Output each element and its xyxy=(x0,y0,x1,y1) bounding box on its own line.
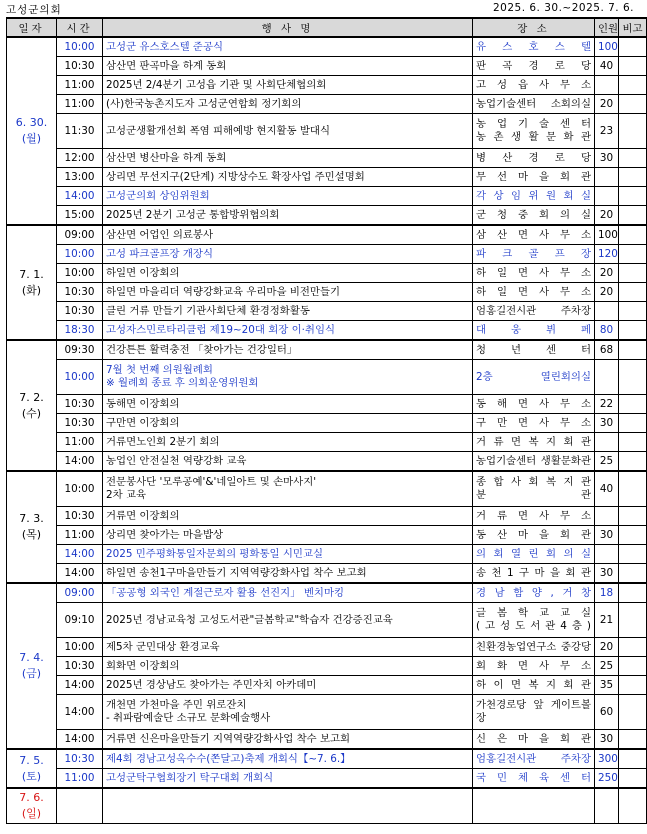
time-cell: 11:00 xyxy=(57,95,103,114)
table-row xyxy=(7,168,647,187)
time-cell: 10:00 xyxy=(57,264,103,283)
count-cell: 30 xyxy=(595,564,619,584)
time-cell: 11:00 xyxy=(57,433,103,452)
count-cell: 80 xyxy=(595,321,619,341)
date-cell xyxy=(7,340,57,471)
table-row xyxy=(7,433,647,452)
place-cell xyxy=(473,769,595,789)
note-cell xyxy=(619,340,647,360)
time-cell: 14:00 xyxy=(57,730,103,750)
note-cell xyxy=(619,471,647,507)
place-line: 병 산 경 로 당 xyxy=(476,151,591,164)
note-cell xyxy=(619,187,647,206)
time-cell: 10:30 xyxy=(57,57,103,76)
count-cell: 30 xyxy=(595,149,619,168)
place-cell xyxy=(473,95,595,114)
time-cell: 10:00 xyxy=(57,471,103,507)
date-cell xyxy=(7,471,57,583)
table-row xyxy=(7,452,647,472)
place-cell xyxy=(473,603,595,638)
table-row xyxy=(7,283,647,302)
time-cell: 10:30 xyxy=(57,657,103,676)
table-row xyxy=(7,340,647,360)
time-cell: 10:30 xyxy=(57,283,103,302)
place-cell xyxy=(473,76,595,95)
count-cell xyxy=(595,545,619,564)
place-cell xyxy=(473,302,595,321)
place-line: 동 해 면 사 무 소 xyxy=(476,397,591,410)
table-row xyxy=(7,638,647,657)
table-header-row xyxy=(7,18,647,37)
place-cell xyxy=(473,37,595,57)
place-line: 하 일 면 사 무 소 xyxy=(476,285,591,298)
place-line: 농업기술센터 소회의실 xyxy=(476,97,591,110)
place-cell xyxy=(473,471,595,507)
table-row xyxy=(7,302,647,321)
table-row xyxy=(7,471,647,507)
place-cell xyxy=(473,545,595,564)
table-row xyxy=(7,695,647,730)
date-cell xyxy=(7,788,57,824)
note-cell xyxy=(619,526,647,545)
event-cell: 농업인 안전실천 역량강화 교육 xyxy=(103,452,473,472)
date-cell xyxy=(7,749,57,788)
time-cell: 10:30 xyxy=(57,749,103,769)
column-header-event: 행 사 명 xyxy=(103,18,473,37)
note-cell xyxy=(619,321,647,341)
place-cell xyxy=(473,149,595,168)
event-cell: 2025 민주평화통일자문회의 평화통일 시민교실 xyxy=(103,545,473,564)
note-cell xyxy=(619,245,647,264)
place-cell xyxy=(473,225,595,245)
weekday-label: (월) xyxy=(21,132,42,145)
note-cell xyxy=(619,414,647,433)
count-cell: 20 xyxy=(595,95,619,114)
time-cell: 10:00 xyxy=(57,245,103,264)
count-cell: 60 xyxy=(595,695,619,730)
count-cell xyxy=(595,360,619,395)
place-cell xyxy=(473,695,595,730)
note-cell xyxy=(619,638,647,657)
count-cell: 25 xyxy=(595,452,619,472)
table-row xyxy=(7,603,647,638)
table-row xyxy=(7,414,647,433)
note-cell xyxy=(619,206,647,226)
note-cell xyxy=(619,657,647,676)
note-cell xyxy=(619,730,647,750)
event-cell: 건강튼튼 활력충전 「찾아가는 건강일터」 xyxy=(103,340,473,360)
time-cell: 15:00 xyxy=(57,206,103,226)
table-row xyxy=(7,526,647,545)
table-row xyxy=(7,360,647,395)
table-row xyxy=(7,187,647,206)
event-cell: 하일면 송천1구마을만들기 지역역량강화사업 착수 보고회 xyxy=(103,564,473,584)
column-header-place: 장 소 xyxy=(473,18,595,37)
event-cell: 고성 파크골프장 개장식 xyxy=(103,245,473,264)
note-cell xyxy=(619,302,647,321)
place-cell xyxy=(473,340,595,360)
place-line: 고 성 읍 사 무 소 xyxy=(476,78,591,91)
place-line: 거 류 면 복 지 회 관 xyxy=(476,435,591,448)
place-line: ( 고 성 도 서 관 4 층 ) xyxy=(476,620,591,632)
count-cell xyxy=(595,507,619,526)
place-line: 농 촌 생 활 문 화 관 xyxy=(476,131,591,143)
place-line: 경 남 함 양 , 거 창 xyxy=(476,586,591,599)
table-row xyxy=(7,245,647,264)
date-cell xyxy=(7,37,57,225)
place-line: 의 회 열 린 회 의 실 xyxy=(476,547,591,560)
time-cell: 11:00 xyxy=(57,76,103,95)
date-cell xyxy=(7,225,57,340)
note-cell xyxy=(619,76,647,95)
date-label: 7. 4. xyxy=(19,651,44,664)
table-row xyxy=(7,206,647,226)
time-cell: 10:30 xyxy=(57,395,103,414)
place-line: 하 이 면 복 지 회 관 xyxy=(476,678,591,691)
table-row xyxy=(7,545,647,564)
time-cell: 12:00 xyxy=(57,149,103,168)
place-cell xyxy=(473,283,595,302)
time-cell: 14:00 xyxy=(57,452,103,472)
table-row xyxy=(7,149,647,168)
place-line: 회 화 면 사 무 소 xyxy=(476,659,591,672)
time-cell: 14:00 xyxy=(57,545,103,564)
place-line: 동 산 마 을 회 관 xyxy=(476,528,591,541)
weekday-label: (목) xyxy=(21,528,42,541)
place-cell xyxy=(473,507,595,526)
schedule-body xyxy=(7,37,647,824)
time-cell: 14:00 xyxy=(57,676,103,695)
column-header-note: 비고 xyxy=(619,18,647,37)
place-cell xyxy=(473,749,595,769)
event-cell: 회화면 이장회의 xyxy=(103,657,473,676)
note-cell xyxy=(619,395,647,414)
note-cell xyxy=(619,57,647,76)
place-line: 신 은 마 을 회 관 xyxy=(476,732,591,745)
count-cell: 35 xyxy=(595,676,619,695)
time-cell: 11:30 xyxy=(57,114,103,149)
place-line: 대 웅 뷔 페 xyxy=(476,323,591,336)
note-cell xyxy=(619,114,647,149)
event-cell: 고성군생활개선회 폭염 피해예방 현지활동 발대식 xyxy=(103,114,473,149)
table-row xyxy=(7,395,647,414)
weekday-label: (수) xyxy=(21,406,42,420)
place-line: 하 일 면 사 무 소 xyxy=(476,266,591,279)
note-cell xyxy=(619,283,647,302)
note-cell xyxy=(619,564,647,584)
place-line: 친환경농업연구소 중강당 xyxy=(476,640,591,653)
event-cell: 2025년 경남교육청 고성도서관"글봄학교"학습자 건강증진교육 xyxy=(103,603,473,638)
place-line: 농업기술센터 생활문화관 xyxy=(476,454,591,467)
schedule-table xyxy=(6,17,647,824)
table-row xyxy=(7,730,647,750)
time-cell: 10:00 xyxy=(57,360,103,395)
date-cell xyxy=(7,583,57,749)
time-cell: 14:00 xyxy=(57,564,103,584)
count-cell: 20 xyxy=(595,638,619,657)
place-line: 글 봄 학 교 교 실 xyxy=(476,607,591,619)
count-cell: 25 xyxy=(595,657,619,676)
place-cell xyxy=(473,57,595,76)
count-cell: 30 xyxy=(595,414,619,433)
time-cell: 10:30 xyxy=(57,414,103,433)
count-cell: 30 xyxy=(595,730,619,750)
date-label: 7. 2. xyxy=(19,390,44,404)
note-cell xyxy=(619,360,647,395)
organization-name: 고성군의회 xyxy=(6,4,62,16)
place-cell xyxy=(473,245,595,264)
time-cell: 14:00 xyxy=(57,187,103,206)
place-cell xyxy=(473,788,595,824)
place-cell xyxy=(473,264,595,283)
event-cell: 고성군의회 상임위원회 xyxy=(103,187,473,206)
place-line: 구 만 면 사 무 소 xyxy=(476,416,591,429)
event-cell: 거류면 신은마을만들기 지역역량강화사업 착수 보고회 xyxy=(103,730,473,750)
count-cell: 20 xyxy=(595,206,619,226)
table-row xyxy=(7,507,647,526)
place-cell xyxy=(473,676,595,695)
count-cell xyxy=(595,433,619,452)
event-cell: 제5차 군민대상 환경교육 xyxy=(103,638,473,657)
count-cell: 23 xyxy=(595,114,619,149)
count-cell: 18 xyxy=(595,583,619,603)
place-cell xyxy=(473,321,595,341)
place-cell xyxy=(473,395,595,414)
event-cell: 전문봉사단 '모루공예'&'네일아트 및 손마사지' 2차 교육 xyxy=(103,471,473,507)
event-cell: 고성군탁구협회장기 탁구대회 개회식 xyxy=(103,769,473,789)
time-cell: 09:30 xyxy=(57,340,103,360)
place-line: 종 합 사 회 복 지 관 xyxy=(476,476,591,488)
table-row xyxy=(7,749,647,769)
count-cell: 30 xyxy=(595,526,619,545)
place-cell xyxy=(473,187,595,206)
count-cell: 250 xyxy=(595,769,619,789)
event-cell: 상리면 찾아가는 마을밥상 xyxy=(103,526,473,545)
event-cell: (사)한국농촌지도자 고성군연합회 정기회의 xyxy=(103,95,473,114)
event-cell: 고성군 유스호스텔 준공식 xyxy=(103,37,473,57)
event-cell: 거류면노인회 2분기 회의 xyxy=(103,433,473,452)
place-line: 엄홍길전시관 주차장 xyxy=(476,752,591,765)
note-cell xyxy=(619,433,647,452)
count-cell: 20 xyxy=(595,264,619,283)
table-row xyxy=(7,114,647,149)
place-cell xyxy=(473,360,595,395)
place-line: 청 년 센 터 xyxy=(476,343,591,356)
time-cell xyxy=(57,788,103,824)
table-row xyxy=(7,264,647,283)
note-cell xyxy=(619,676,647,695)
event-cell: 클린 거류 만들기 기관사회단체 환경정화활동 xyxy=(103,302,473,321)
count-cell xyxy=(595,168,619,187)
event-cell: 7월 첫 번째 의원월례회 ※ 월례회 종료 후 의회운영위원회 xyxy=(103,360,473,395)
place-line: 가천경로당 앞 게이트볼장 xyxy=(476,699,591,724)
note-cell xyxy=(619,769,647,789)
count-cell: 120 xyxy=(595,245,619,264)
event-cell: 삼산면 병산마을 하계 동회 xyxy=(103,149,473,168)
note-cell xyxy=(619,583,647,603)
count-cell: 22 xyxy=(595,395,619,414)
date-label: 7. 6. xyxy=(19,791,44,804)
count-cell xyxy=(595,302,619,321)
place-line: 송 천 1 구 마 을 회 관 xyxy=(476,566,591,579)
event-cell: 하일면 이장회의 xyxy=(103,264,473,283)
count-cell xyxy=(595,187,619,206)
event-cell: 상리면 무선지구(2단계) 지방상수도 확장사업 주민설명회 xyxy=(103,168,473,187)
table-row xyxy=(7,657,647,676)
table-row xyxy=(7,769,647,789)
count-cell: 40 xyxy=(595,471,619,507)
time-cell: 11:00 xyxy=(57,769,103,789)
time-cell: 11:00 xyxy=(57,526,103,545)
note-cell xyxy=(619,149,647,168)
place-cell xyxy=(473,564,595,584)
date-label: 7. 3. xyxy=(19,512,44,525)
date-range: 2025. 6. 30.~2025. 7. 6. xyxy=(492,2,634,14)
count-cell: 20 xyxy=(595,283,619,302)
event-cell: 「공공형 외국인 계절근로자 활용 선진지」 벤치마킹 xyxy=(103,583,473,603)
time-cell: 10:30 xyxy=(57,302,103,321)
time-cell: 18:30 xyxy=(57,321,103,341)
weekday-label: (일) xyxy=(21,807,42,820)
place-cell xyxy=(473,583,595,603)
place-line: 군 청 중 회 의 실 xyxy=(476,208,591,221)
note-cell xyxy=(619,168,647,187)
note-cell xyxy=(619,507,647,526)
place-line: 판 곡 경 로 당 xyxy=(476,59,591,72)
event-cell: 고성자스민로타리클럽 제19~20대 회장 이·취임식 xyxy=(103,321,473,341)
event-cell: 2025년 2/4분기 고성읍 기관 및 사회단체협의회 xyxy=(103,76,473,95)
weekday-label: (화) xyxy=(21,283,42,297)
time-cell: 10:30 xyxy=(57,507,103,526)
place-line: 삼 산 면 사 무 소 xyxy=(476,228,591,241)
event-cell: 동해면 이장회의 xyxy=(103,395,473,414)
table-row xyxy=(7,564,647,584)
time-cell: 09:10 xyxy=(57,603,103,638)
note-cell xyxy=(619,749,647,769)
place-line: 분 관 xyxy=(476,489,591,501)
place-cell xyxy=(473,452,595,472)
place-line: 무 선 마 을 회 관 xyxy=(476,170,591,183)
count-cell: 300 xyxy=(595,749,619,769)
place-cell xyxy=(473,206,595,226)
table-row xyxy=(7,76,647,95)
event-cell: 삼산면 어업인 의료봉사 xyxy=(103,225,473,245)
note-cell xyxy=(619,225,647,245)
event-cell: 2025년 2분기 고성군 통합방위협의회 xyxy=(103,206,473,226)
event-cell: 거류면 이장회의 xyxy=(103,507,473,526)
note-cell xyxy=(619,545,647,564)
column-header-date: 일자 xyxy=(7,18,57,37)
event-cell: 구만면 이장회의 xyxy=(103,414,473,433)
weekday-label: (토) xyxy=(21,769,42,783)
place-line: 국 민 체 육 센 터 xyxy=(476,771,591,784)
time-cell: 09:00 xyxy=(57,225,103,245)
time-cell: 10:00 xyxy=(57,638,103,657)
count-cell: 68 xyxy=(595,340,619,360)
note-cell xyxy=(619,603,647,638)
date-label: 7. 1. xyxy=(19,267,44,281)
place-cell xyxy=(473,638,595,657)
event-cell: 제4회 경남고성옥수수(쫀달고)축제 개회식【~7. 6.】 xyxy=(103,749,473,769)
table-row xyxy=(7,583,647,603)
place-line: 각 상 임 위 원 회 실 xyxy=(476,189,591,202)
place-cell xyxy=(473,657,595,676)
date-label: 6. 30. xyxy=(15,116,48,129)
time-cell: 14:00 xyxy=(57,695,103,730)
table-row xyxy=(7,57,647,76)
place-line: 2층 열린회의실 xyxy=(476,370,591,383)
time-cell: 13:00 xyxy=(57,168,103,187)
table-row xyxy=(7,788,647,824)
weekday-label: (금) xyxy=(21,667,42,680)
place-cell xyxy=(473,433,595,452)
column-header-time: 시간 xyxy=(57,18,103,37)
place-line: 거 류 면 사 무 소 xyxy=(476,509,591,522)
time-cell: 10:00 xyxy=(57,37,103,57)
event-cell: 하일면 마을리더 역량강화교육 우리마을 비전만들기 xyxy=(103,283,473,302)
place-line: 농 업 기 술 센 터 xyxy=(476,118,591,130)
place-cell xyxy=(473,526,595,545)
place-cell xyxy=(473,114,595,149)
time-cell: 09:00 xyxy=(57,583,103,603)
count-cell xyxy=(595,788,619,824)
place-line: 엄홍길전시관 주차장 xyxy=(476,304,591,317)
table-row xyxy=(7,321,647,341)
place-line: 파 크 골 프 장 xyxy=(476,247,591,260)
event-cell: 개천면 가천마을 주민 위로잔치 - 취파람예술단 소규모 문화예술행사 xyxy=(103,695,473,730)
note-cell xyxy=(619,695,647,730)
note-cell xyxy=(619,37,647,57)
note-cell xyxy=(619,95,647,114)
place-cell xyxy=(473,168,595,187)
place-cell xyxy=(473,730,595,750)
table-row xyxy=(7,95,647,114)
event-cell xyxy=(103,788,473,824)
place-cell xyxy=(473,414,595,433)
note-cell xyxy=(619,264,647,283)
event-cell: 삼산면 판곡마을 하계 동회 xyxy=(103,57,473,76)
table-row xyxy=(7,37,647,57)
count-cell: 21 xyxy=(595,603,619,638)
count-cell: 100 xyxy=(595,37,619,57)
event-cell: 2025년 경상남도 찾아가는 주민자치 아카데미 xyxy=(103,676,473,695)
date-label: 7. 5. xyxy=(19,753,44,767)
note-cell xyxy=(619,788,647,824)
count-cell: 40 xyxy=(595,57,619,76)
table-row xyxy=(7,676,647,695)
count-cell xyxy=(595,76,619,95)
note-cell xyxy=(619,452,647,472)
count-cell: 100 xyxy=(595,225,619,245)
table-row xyxy=(7,225,647,245)
document-header xyxy=(6,0,634,17)
column-header-count: 인원 xyxy=(595,18,619,37)
place-line: 유 스 호 스 텔 xyxy=(476,40,591,53)
